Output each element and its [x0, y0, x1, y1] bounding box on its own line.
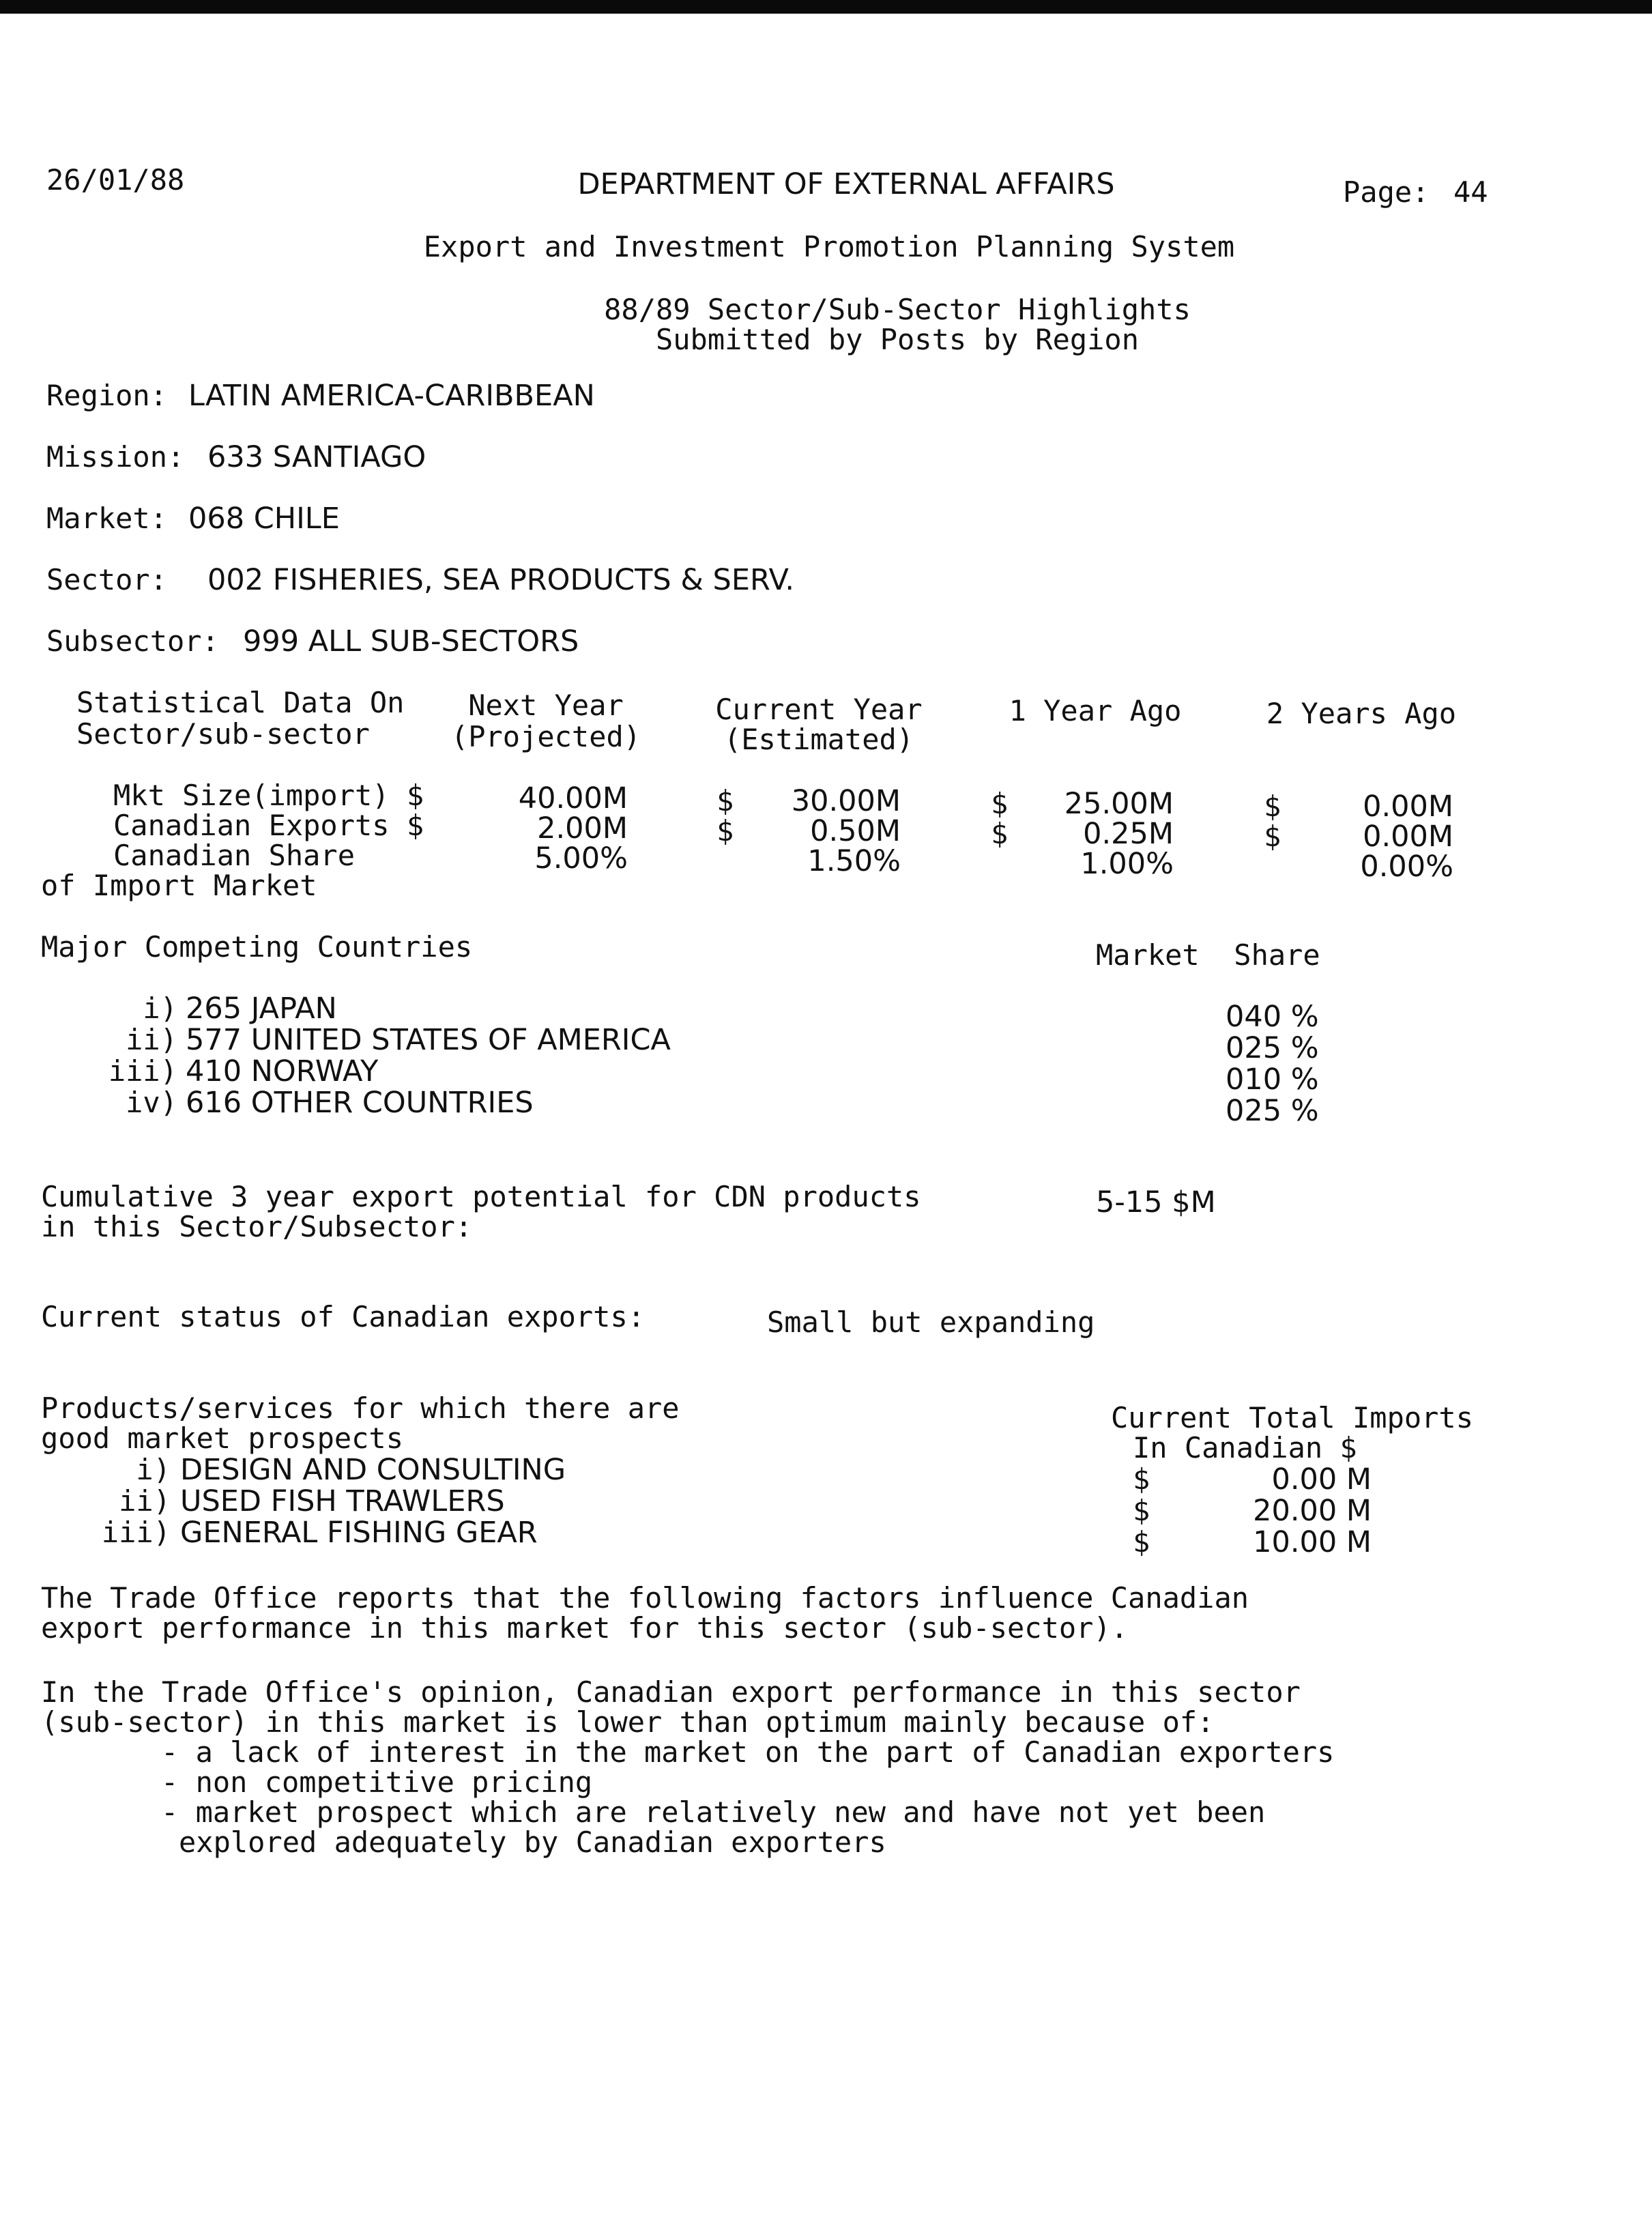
competitor-name: 616 OTHER COUNTRIES	[186, 1086, 534, 1120]
competitor-name: 577 UNITED STATES OF AMERICA	[186, 1023, 671, 1057]
region-value: LATIN AMERICA-CARIBBEAN	[188, 379, 595, 413]
competitor-share: 025 %	[1226, 1094, 1319, 1128]
competitor-num: iii)	[108, 1054, 177, 1088]
product-num: ii)	[119, 1484, 171, 1518]
system-title: Export and Investment Promotion Planning System	[423, 230, 1235, 263]
stats-heading-2: Sector/sub-sector	[76, 717, 370, 751]
row-label-cdn-exports: Canadian Exports $	[113, 809, 424, 842]
product-name: USED FISH TRAWLERS	[180, 1484, 505, 1518]
competitor-name: 410 NORWAY	[186, 1054, 379, 1088]
scan-top-border	[0, 0, 1652, 14]
competitor-num: ii)	[126, 1023, 177, 1056]
products-heading: Products/services for which there are	[41, 1391, 680, 1425]
mission-value: 633 SANTIAGO	[207, 440, 426, 474]
competitor-share: 040 %	[1226, 1000, 1319, 1034]
product-num: iii)	[101, 1516, 171, 1549]
competitor-num: iv)	[126, 1086, 177, 1119]
currency-mkt-2yr: $	[1264, 790, 1281, 823]
competitor-num: i)	[143, 992, 177, 1025]
product-name: GENERAL FISHING GEAR	[180, 1516, 538, 1550]
stats-heading: Statistical Data On	[76, 686, 405, 719]
currency-mkt-1yr: $	[991, 787, 1009, 820]
opinion-text: In the Trade Office's opinion, Canadian export performance in this sector	[41, 1675, 1301, 1709]
product-num: i)	[136, 1453, 171, 1486]
competitor-share: 025 %	[1226, 1031, 1319, 1065]
mkt-size-current-year: 30.00M	[791, 784, 901, 818]
imports-heading-2: In Canadian $	[1133, 1431, 1357, 1464]
status-label: Current status of Canadian exports:	[41, 1300, 646, 1333]
product-imports: 0.00 M	[1271, 1462, 1372, 1497]
mission-label: Mission:	[46, 440, 185, 474]
subsector-value: 999 ALL SUB-SECTORS	[243, 624, 579, 659]
product-name: DESIGN AND CONSULTING	[180, 1453, 566, 1487]
opinion-bullet: - non competitive pricing	[161, 1765, 593, 1799]
currency-exports-2yr: $	[1264, 820, 1281, 853]
row-label-cdn-share-cont: of Import Market	[41, 869, 317, 902]
currency-exports-1yr: $	[991, 817, 1009, 850]
mkt-size-next-year: 40.00M	[518, 781, 628, 815]
opinion-bullet: - market prospect which are relatively new and have not yet been	[161, 1795, 1266, 1829]
competitor-share: 010 %	[1226, 1063, 1319, 1097]
sector-label: Sector:	[46, 563, 168, 596]
cdn-exports-next-year: 2.00M	[537, 811, 628, 846]
cdn-exports-current-year: 0.50M	[810, 814, 901, 848]
competitor-name: 265 JAPAN	[186, 992, 337, 1026]
factors-text-2: export performance in this market for this sector (sub-sector).	[41, 1611, 1129, 1645]
report-title: 88/89 Sector/Sub-Sector Highlights	[604, 293, 1191, 326]
product-imports: 20.00 M	[1253, 1494, 1372, 1528]
row-label-cdn-share: Canadian Share	[113, 839, 356, 872]
potential-text-2: in this Sector/Subsector:	[41, 1210, 473, 1243]
status-value: Small but expanding	[767, 1305, 1095, 1339]
market-value: 068 CHILE	[188, 502, 340, 536]
market-label: Market:	[46, 502, 168, 535]
department-name: DEPARTMENT OF EXTERNAL AFFAIRS	[577, 167, 1115, 201]
opinion-bullet-cont: explored adequately by Canadian exporters	[179, 1825, 886, 1859]
col-current-year: Current Year	[715, 693, 923, 726]
cdn-share-1-year-ago: 1.00%	[1080, 847, 1174, 881]
report-subtitle: Submitted by Posts by Region	[655, 323, 1139, 356]
potential-value: 5-15 $M	[1096, 1185, 1216, 1219]
currency-mkt-current: $	[716, 784, 734, 818]
cdn-exports-2-years-ago: 0.00M	[1363, 820, 1453, 854]
col-next-year-sub: (Projected)	[450, 720, 641, 753]
opinion-bullet: - a lack of interest in the market on the part of Canadian exporters	[161, 1735, 1335, 1769]
imports-heading: Current Total Imports	[1111, 1401, 1474, 1434]
products-heading-2: good market prospects	[41, 1421, 404, 1455]
cdn-share-next-year: 5.00%	[534, 841, 628, 876]
row-label-mkt-size: Mkt Size(import) $	[113, 779, 424, 812]
product-currency: $	[1133, 1494, 1150, 1527]
col-current-year-sub: (Estimated)	[723, 723, 914, 756]
sector-value: 002 FISHERIES, SEA PRODUCTS & SERV.	[207, 563, 795, 597]
col-next-year: Next Year	[468, 689, 624, 722]
page-label: Page:	[1343, 175, 1430, 209]
opinion-text-2: (sub-sector) in this market is lower than optimum mainly because of:	[41, 1705, 1215, 1739]
cdn-share-2-years-ago: 0.00%	[1360, 850, 1453, 884]
market-share-heading: Market Share	[1096, 938, 1320, 972]
report-date: 26/01/88	[46, 163, 185, 197]
product-currency: $	[1133, 1462, 1150, 1496]
mkt-size-2-years-ago: 0.00M	[1363, 790, 1453, 824]
product-imports: 10.00 M	[1253, 1525, 1372, 1559]
mkt-size-1-year-ago: 25.00M	[1064, 787, 1174, 821]
potential-text: Cumulative 3 year export potential for CDN products	[41, 1180, 921, 1213]
col-2-years-ago: 2 Years Ago	[1266, 697, 1457, 730]
cdn-share-current-year: 1.50%	[807, 844, 901, 878]
competitors-heading: Major Competing Countries	[41, 930, 473, 964]
page-number: 44	[1453, 175, 1488, 209]
col-1-year-ago: 1 Year Ago	[1009, 694, 1182, 727]
factors-text: The Trade Office reports that the following factors influence Canadian	[41, 1581, 1249, 1615]
subsector-label: Subsector:	[46, 624, 219, 658]
cdn-exports-1-year-ago: 0.25M	[1083, 817, 1174, 851]
currency-exports-current: $	[716, 814, 734, 848]
region-label: Region:	[46, 379, 168, 412]
product-currency: $	[1133, 1525, 1150, 1559]
